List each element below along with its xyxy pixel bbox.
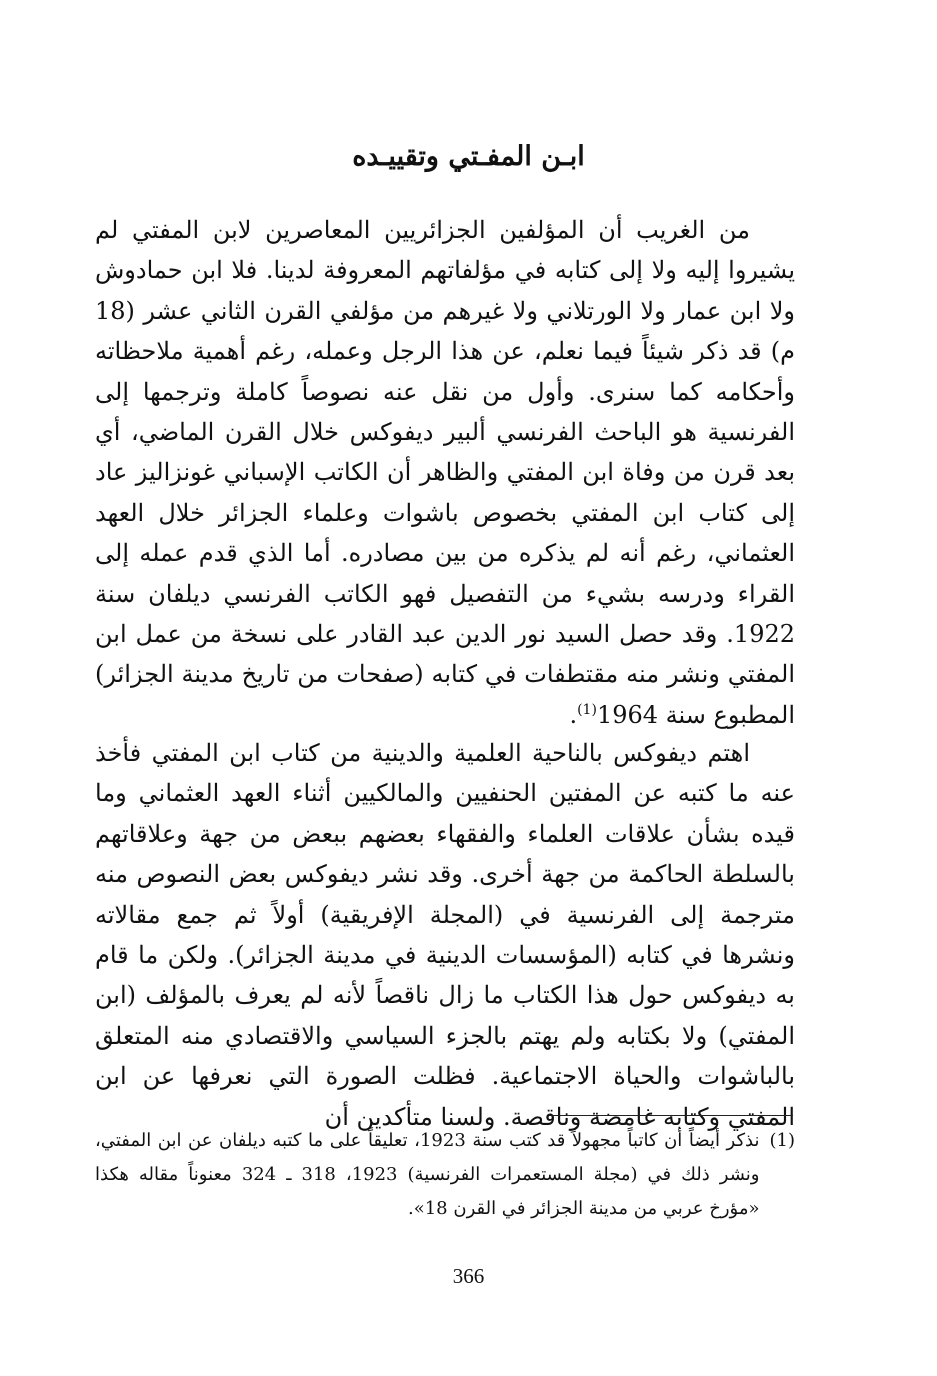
page-number: 366 [452,1264,485,1288]
paragraph-1 [95,210,795,735]
paragraph-2-text: اهتم ديفوكس بالناحية العلمية والدينية من كتاب ابن المفتي فأخذ عنه ما كتبه عن المفتين الحنفيين والمالكيين أثناء العهد العثماني وما قيده بشأن علاقات العلماء والفقهاء بعضهم ببعض من جهة وعلاقاتهم بالسلطة الحاكمة من جهة أخرى. وقد نشر ديفوكس بعض النصوص منه مترجمة إلى الفرنسية في (المجلة الإفريقية) أولاً ثم جمع مقالاته ونشرها في كتابه (المؤسسات الدينية في مدينة الجزائر). ولكن ما قام به ديفوكس حول هذا الكتاب ما زال ناقصاً لأنه لم يعرف بالمؤلف (ابن المفتي) ولا بكتابه ولم يهتم بالجزء السياسي والاقتصادي منه المتعلق بالباشوات والحياة الاجتماعية. فظلت الصورة التي نعرفها عن ابن المفتي وكتابه غامضة وناقصة. ولسنا متأكدين أن [95,739,795,1131]
footnote-marker: (1) [769,1130,795,1151]
paragraph-2 [95,733,795,1137]
footnote-divider [550,1115,793,1116]
footnote-text: نذكر أيضاً أن كاتباً مجهولاً قد كتب سنة 1923، تعليقاً على ما كتبه ديلفان عن ابن المفتي، ونشر ذلك في (مجلة المستعمرات الفرنسية) 1923، 318 ـ 324 معنوناً مقاله هكذا «مؤرخ عربي من مدينة الجزائر في القرن 18». [95,1130,760,1219]
paragraph-1-content [95,210,795,735]
footnote-reference: (1) [577,701,597,718]
footnote [95,1124,795,1226]
chapter-title: ابـن المفـتي وتقييـده [352,141,585,172]
paragraph-1-text: من الغريب أن المؤلفين الجزائريين المعاصرين لابن المفتي لم يشيروا إليه ولا إلى كتابه في مؤلفاتهم المعروفة لدينا. فلا ابن حمادوش ولا ابن عمار ولا الورتلاني ولا غيرهم من مؤلفي القرن الثاني عشر (18 م) قد ذكر شيئاً فيما نعلم، عن هذا الرجل وعمله، رغم أهمية ملاحظاته وأحكامه كما سنرى. وأول من نقل عنه نصوصاً كاملة وترجمها إلى الفرنسية هو الباحث الفرنسي ألبير ديفوكس خلال القرن الماضي، أي بعد قرن من وفاة ابن المفتي والظاهر أن الكاتب الإسباني غونزاليز عاد إلى كتاب ابن المفتي بخصوص باشوات وعلماء الجزائر خلال العهد العثماني، رغم أنه لم يذكره من بين مصادره. أما الذي قدم عمله إلى القراء ودرسه بشيء من التفصيل فهو الكاتب الفرنسي ديلفان سنة 1922. وقد حصل السيد نور الدين عبد القادر على نسخة من عمل ابن المفتي ونشر منه مقتطفات في كتابه (صفحات من تاريخ مدينة الجزائر) المطبوع سنة 1964 [95,216,796,729]
paragraph-1-end: . [569,700,578,729]
